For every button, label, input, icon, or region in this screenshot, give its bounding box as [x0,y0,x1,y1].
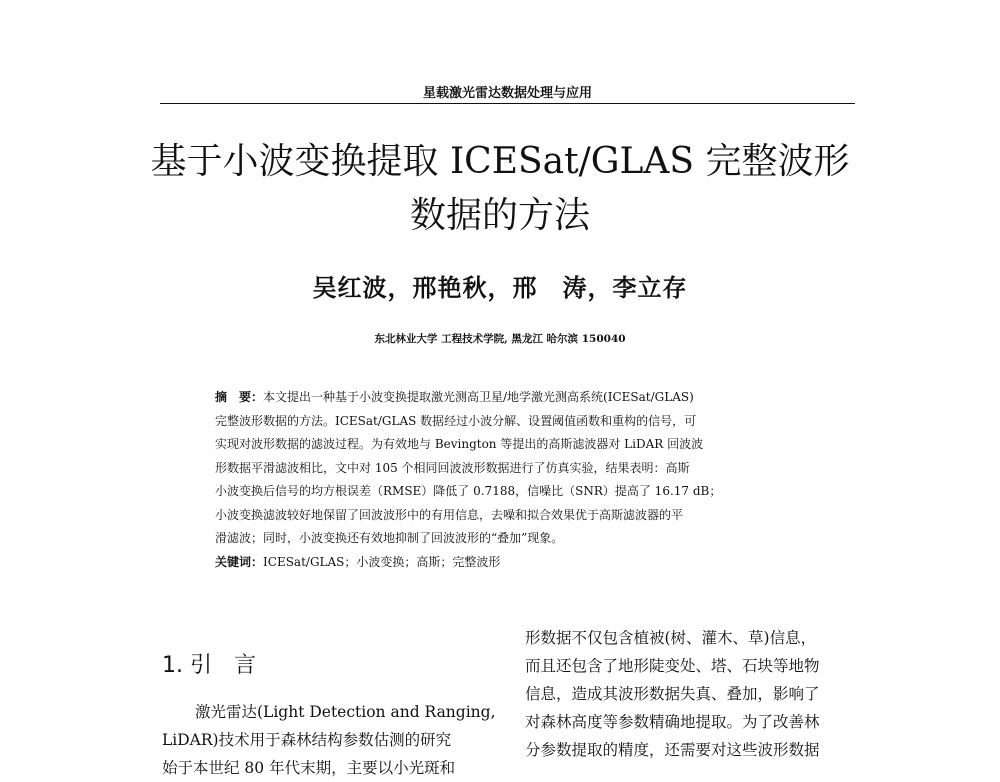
abstract-line: 滑滤波；同时，小波变换还有效地抑制了回波波形的“叠加”现象。 [215,531,564,545]
paper-title-line-2: 数据的方法 [409,195,590,236]
paper-title-line-1 [100,140,900,184]
abstract-line: 实现对波形数据的滤波过程。为有效地与 Bevington 等提出的高斯滤波器对 LiDAR 回波波 [215,437,704,451]
title-prefix: 基于小波变换提取 [150,141,450,182]
keywords-label: 关键词： [215,554,264,569]
title-suffix: 完整波形 [694,141,850,182]
authors: 吴红波，邢艳秋，邢 涛，李立存 [312,274,688,302]
section-number: 1. [162,653,183,678]
body-line: 分参数提取的精度，还需要对这些波形数据 [525,741,820,759]
body-line: LiDAR)技术用于森林结构参数估测的研究 [162,731,452,749]
running-header: 星载激光雷达数据处理与应用 [422,86,592,101]
body-line: 形数据不仅包含植被(树、灌木、草)信息， [525,629,817,647]
keywords [215,551,805,575]
left-column [162,698,497,782]
abstract-label: 摘 要： [215,390,264,404]
keywords-text: ICESat/GLAS；小波变换；高斯；完整波形 [263,554,501,569]
abstract-line: 小波变换后信号的均方根误差（RMSE）降低了 0.7188，信噪比（SNR）提高了 16.17 dB； [215,484,722,498]
title-latin: ICESat/GLAS [449,141,695,182]
right-column [525,624,860,764]
abstract-text: 本文提出一种基于小波变换提取激光测高卫星/地学激光测高系统(ICESat/GLAS) [263,390,694,404]
abstract-line: 形数据平滑滤波相比，文中对 105 个相同回波波形数据进行了仿真实验，结果表明：高斯 [215,460,690,475]
body-line: 而且还包含了地形陡变处、塔、石块等地物 [525,657,820,675]
body-line: 对森林高度等参数精确地提取。为了改善林 [525,713,820,731]
abstract [215,386,805,574]
abstract-line: 完整波形数据的方法。ICESat/GLAS 数据经过小波分解、设置阈值函数和重构的信号，可 [215,413,697,428]
affiliation: 东北林业大学 工程技术学院, 黑龙江 哈尔滨 150040 [374,333,626,345]
body-line: 激光雷达(Light Detection and Ranging, [195,703,496,721]
header-rule [160,103,855,104]
section-heading [162,648,256,679]
abstract-line: 小波变换滤波较好地保留了回波波形中的有用信息，去噪和拟合效果优于高斯滤波器的平 [215,507,684,522]
abstract-line [215,386,805,410]
body-line: 信息，造成其波形数据失真、叠加，影响了 [525,685,820,703]
body-line: 始于本世纪 80 年代末期，主要以小光斑和 [162,759,456,777]
section-title: 引 言 [190,653,257,678]
